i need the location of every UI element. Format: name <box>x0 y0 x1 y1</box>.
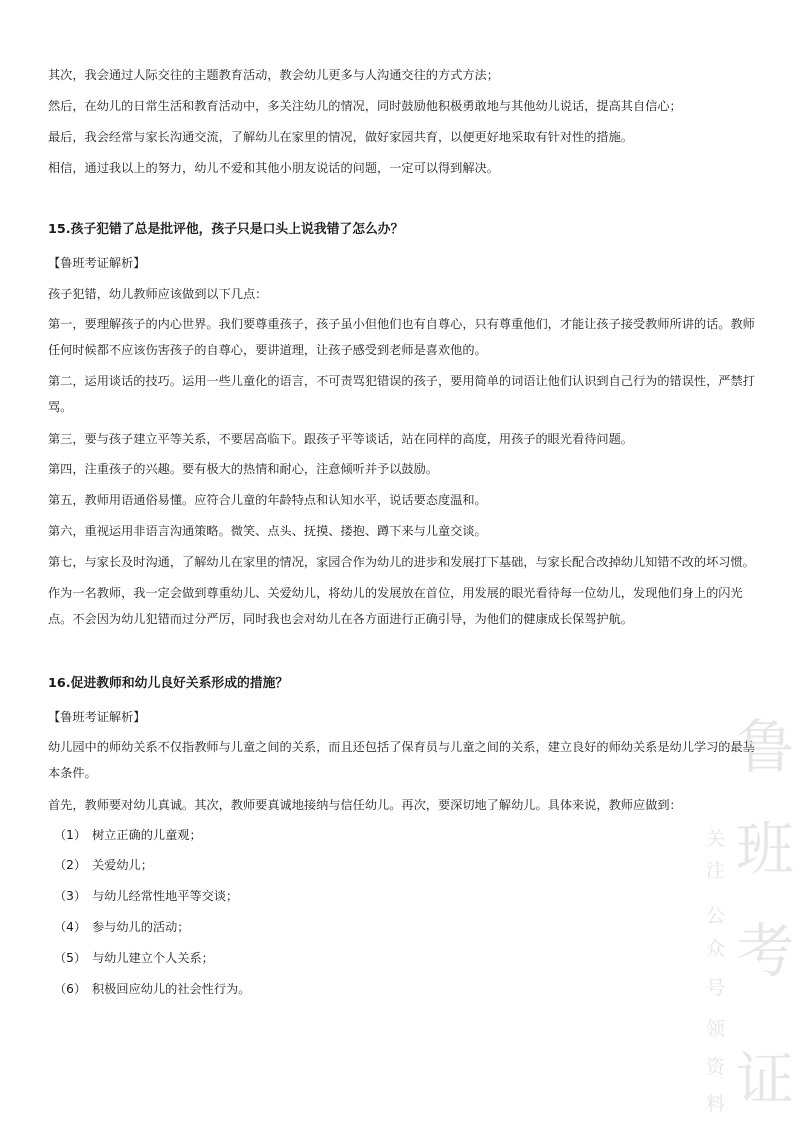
q16-item-number: （5） <box>54 951 87 965</box>
q16-item-text: 关爱幼儿； <box>92 858 153 872</box>
q15-title: 15.孩子犯错了总是批评他，孩子只是口头上说我错了怎么办？ <box>48 222 404 237</box>
watermark-char: 号 <box>706 977 726 999</box>
q16-item-text: 树立正确的儿童观； <box>92 828 202 842</box>
q15-point-4: 第四，注重孩子的兴趣。要有极大的热情和耐心，注意倾听并予以鼓励。 <box>48 462 438 476</box>
watermark-char: 关 <box>706 828 726 850</box>
watermark-char: 领 <box>706 1018 726 1040</box>
q16-list-item <box>54 951 214 966</box>
q16-item-number: （4） <box>54 920 87 934</box>
watermark-char: 公 <box>706 905 726 927</box>
q15-conclusion: 作为一名教师，我一定会做到尊重幼儿、关爱幼儿，将幼儿的发展放在首位，用发展的眼光看待每一位幼儿，发现他们身上的闪光点。不会因为幼儿犯错而过分严厉，同时我也会对幼儿在各方面进行正确引导，为他们的健康成长保驾护航。 <box>48 586 743 626</box>
watermark-char: 众 <box>706 938 726 960</box>
intro-line-1: 其次，我会通过人际交往的主题教育活动，教会幼儿更多与人沟通交往的方式方法； <box>48 68 499 82</box>
q16-list-item <box>54 920 190 935</box>
q15-point-1: 第一，要理解孩子的内心世界。我们要尊重孩子，孩子虽小但他们也有自尊心，只有尊重他们，才能让孩子接受教师所讲的话。教师任何时候都不应该伤害孩子的自尊心，要讲道理，让孩子感受到老师是喜欢他的。 <box>48 317 755 357</box>
watermark-char: 资 <box>706 1056 726 1078</box>
watermark-char: 考 <box>736 917 795 985</box>
q16-source-tag: 【鲁班考证解析】 <box>48 710 146 724</box>
q15-source-tag: 【鲁班考证解析】 <box>48 256 146 270</box>
intro-line-2: 然后，在幼儿的日常生活和教育活动中，多关注幼儿的情况，同时鼓励他积极勇敢地与其他幼儿说话，提高其自信心； <box>48 99 682 113</box>
q15-point-5: 第五，教师用语通俗易懂。应符合儿童的年龄特点和认知水平，说话要态度温和。 <box>48 493 487 507</box>
q16-list-item <box>54 858 153 873</box>
q16-item-number: （6） <box>54 982 87 996</box>
q16-item-number: （1） <box>54 828 87 842</box>
q16-item-text: 参与幼儿的活动； <box>92 920 190 934</box>
intro-line-3: 最后，我会经常与家长沟通交流，了解幼儿在家里的情况，做好家园共育，以便更好地采取有针对性的措施。 <box>48 130 633 144</box>
q16-item-number: （3） <box>54 889 87 903</box>
q15-lead: 孩子犯错，幼儿教师应该做到以下几点： <box>48 287 268 301</box>
q15-point-7: 第七，与家长及时沟通，了解幼儿在家里的情况，家园合作为幼儿的进步和发展打下基础，与家长配合改掉幼儿知错不改的坏习惯。 <box>48 555 755 569</box>
watermark-char: 证 <box>736 1045 795 1113</box>
watermark-char: 料 <box>706 1093 726 1115</box>
q16-list-item <box>54 828 202 843</box>
q16-list-item <box>54 889 238 904</box>
q16-item-text: 积极回应幼儿的社会性行为。 <box>92 982 251 996</box>
watermark-char: 鲁 <box>736 713 795 781</box>
q15-point-3: 第三，要与孩子建立平等关系，不要居高临下。跟孩子平等谈话，站在同样的高度，用孩子的眼光看待问题。 <box>48 432 633 446</box>
watermark-char: 注 <box>706 860 726 882</box>
q16-list-item <box>54 982 250 997</box>
q16-paragraph-2: 首先，教师要对幼儿真诚。其次，教师要真诚地接纳与信任幼儿。再次，要深切地了解幼儿。具体来说，教师应做到： <box>48 798 682 812</box>
q16-item-text: 与幼儿建立个人关系； <box>92 951 214 965</box>
q16-item-text: 与幼儿经常性地平等交谈； <box>92 889 239 903</box>
watermark-char: 班 <box>736 815 795 883</box>
q16-item-number: （2） <box>54 858 87 872</box>
q15-point-2: 第二，运用谈话的技巧。运用一些儿童化的语言，不可责骂犯错误的孩子，要用简单的词语让他们认识到自己行为的错误性，严禁打骂。 <box>48 374 755 414</box>
q15-point-6: 第六，重视运用非语言沟通策略。微笑、点头、抚摸、搂抱、蹲下来与儿童交谈。 <box>48 524 487 538</box>
q16-title: 16.促进教师和幼儿良好关系形成的措施？ <box>48 676 289 691</box>
q16-paragraph-1: 幼儿园中的师幼关系不仅指教师与儿童之间的关系，而且还包括了保育员与儿童之间的关系，建立良好的师幼关系是幼儿学习的最基本条件。 <box>48 740 755 780</box>
intro-line-4: 相信，通过我以上的努力，幼儿不爱和其他小朋友说话的问题，一定可以得到解决。 <box>48 161 499 175</box>
